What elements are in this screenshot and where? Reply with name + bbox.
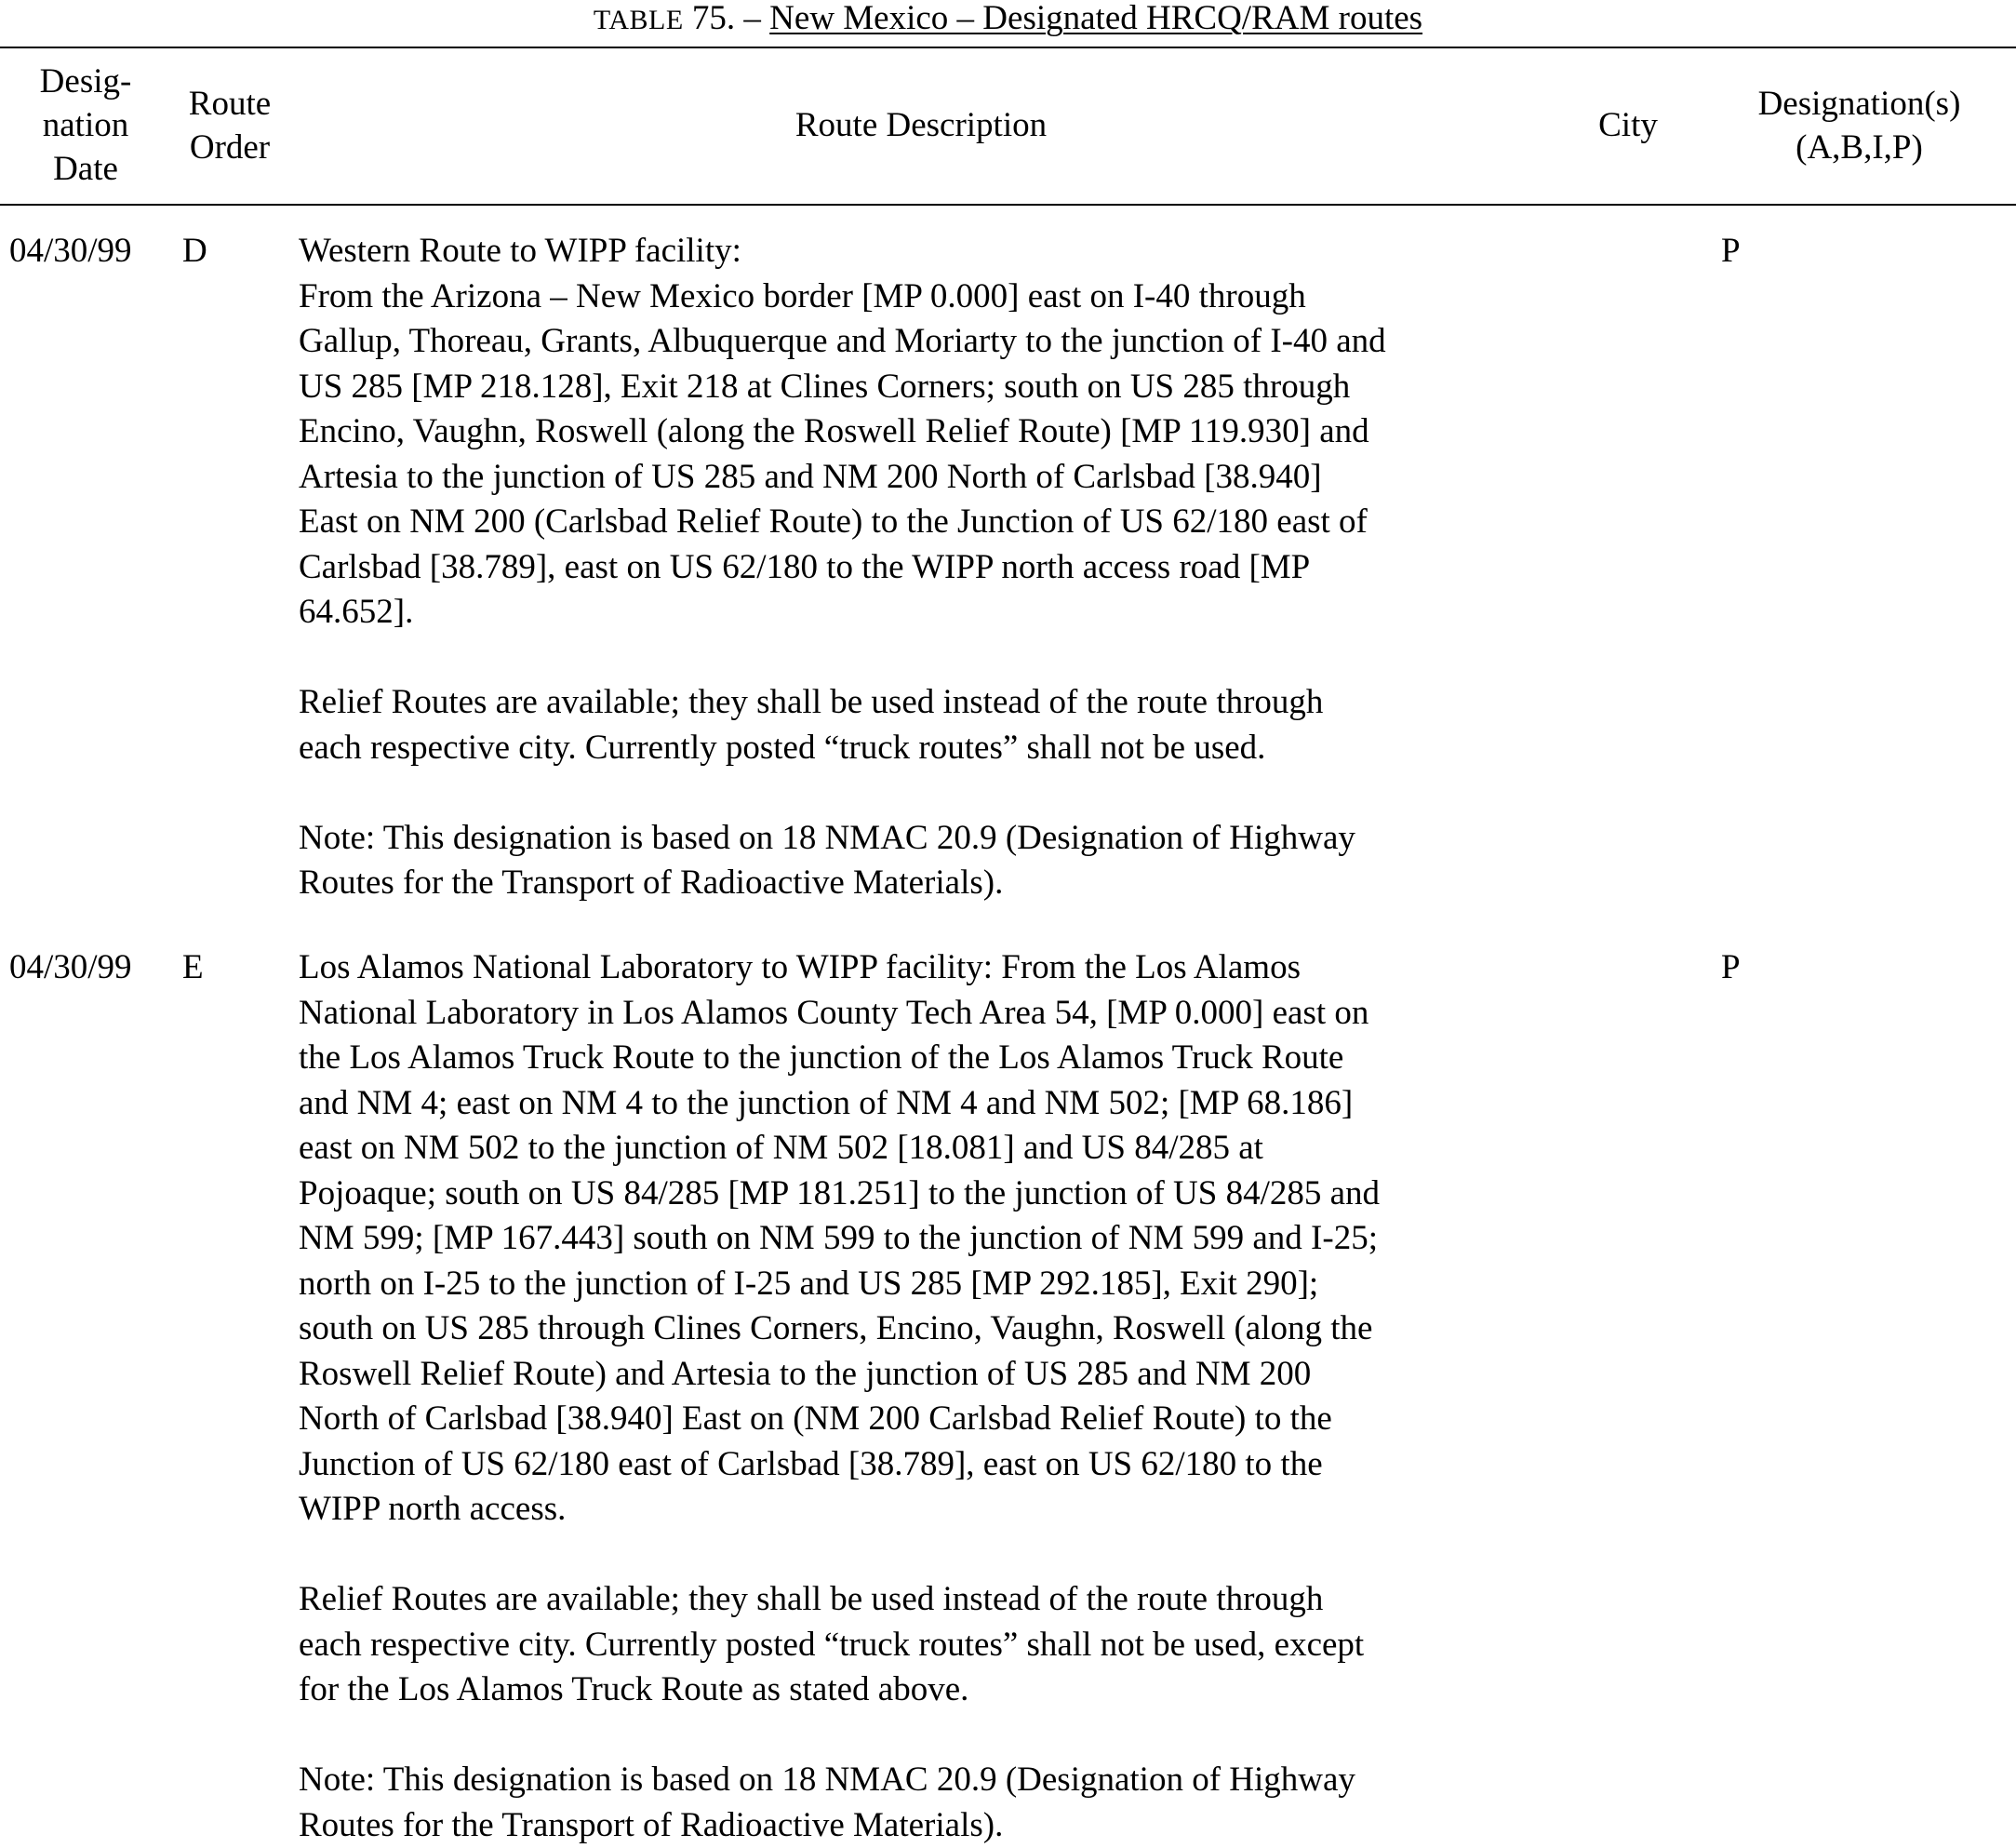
caption-prefix: TABLE	[593, 5, 684, 35]
designation: P	[1721, 948, 1741, 986]
designation-date: 04/30/99	[9, 948, 132, 986]
caption-number: 75. –	[683, 0, 770, 37]
note-paragraph: Note: This designation is based on 18 NMAC 20.9 (Designation of Highway Routes for the Transport of Radioactive Materials).	[299, 1761, 1355, 1844]
note-paragraph: Note: This designation is based on 18 NMAC 20.9 (Designation of Highway Routes for the Transport of Radioactive Materials).	[299, 818, 1355, 902]
header-city: City	[1598, 106, 1658, 144]
header-route-order: Route Order	[188, 84, 272, 167]
header-route-description: Route Description	[794, 106, 1048, 144]
header-designations: Designation(s) (A,B,I,P)	[1757, 84, 1961, 167]
route-order: E	[182, 948, 204, 986]
route-order: D	[182, 232, 207, 270]
header-designation-date: Desig- nation Date	[39, 62, 132, 188]
route-paragraph: Los Alamos National Laboratory to WIPP facility: From the Los Alamos National Laboratory in Los Alamos County Tech Area 54, [MP 0.000] east on the Los Alamos Truck Route to the junction of the Los Alamos Truck Route and NM 4; east on NM 4 to the junction of NM 4 and NM 502; [MP 68.186] east on NM 502 to the junction of NM 502 [18.081] and US 84/285 at Pojoaque; south on US 84/285 [MP 181.251] to the junction of US 84/285 and NM 599; [MP 167.443] south on NM 599 to the junction of NM 599 and I-25; north on I-25 to the junction of I-25 and US 285 [MP 292.185], Exit 290]; south on US 285 through Clines Corners, Encino, Vaughn, Roswell (along the Roswell Relief Route) and Artesia to the junction of US 285 and NM 200 North of Carlsbad [38.940] East on (NM 200 Carlsbad Relief Route) to the Junction of US 62/180 east of Carlsbad [38.789], east on US 62/180 to the WIPP north access.	[299, 948, 1381, 1528]
caption-title: New Mexico – Designated HRCQ/RAM routes	[769, 0, 1423, 37]
header-bottom-rule	[0, 204, 2016, 206]
designation: P	[1721, 232, 1741, 270]
relief-routes-paragraph: Relief Routes are available; they shall be used instead of the route through each respective city. Currently posted “truck routes” shall not be used.	[299, 683, 1324, 767]
route-paragraph: Western Route to WIPP facility: From the Arizona – New Mexico border [MP 0.000] east on I-40 through Gallup, Thoreau, Grants, Albuquerque and Moriarty to the junction of I-40 and US 285 [MP 218.128], Exit 218 at Clines Corners; south on US 285 through Encino, Vaughn, Roswell (along the Roswell Relief Route) [MP 119.930] and Artesia to the junction of US 285 and NM 200 North of Carlsbad [38.940] East on NM 200 (Carlsbad Relief Route) to the Junction of US 62/180 east of Carlsbad [38.789], east on US 62/180 to the WIPP north access road [MP 64.652].	[299, 232, 1386, 631]
route-description	[299, 229, 1550, 906]
relief-routes-paragraph: Relief Routes are available; they shall be used instead of the route through each respective city. Currently posted “truck routes” shall not be used, except for the Los Alamos Truck Route as stated above.	[299, 1580, 1365, 1708]
designation-date: 04/30/99	[9, 232, 132, 270]
route-description	[299, 945, 1550, 1848]
table-caption	[0, 0, 2016, 39]
